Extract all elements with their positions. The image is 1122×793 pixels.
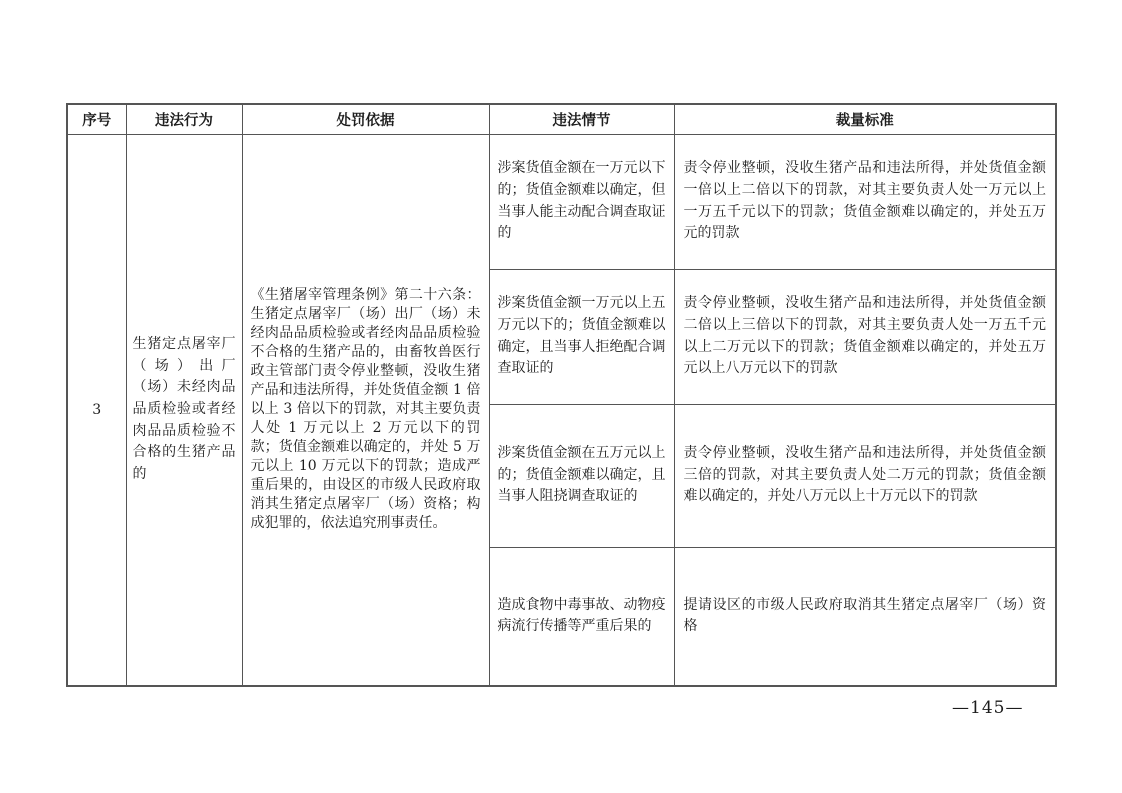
- cell-serial-number: 3: [67, 134, 126, 686]
- cell-illegal-behavior: 生猪定点屠宰厂（场）出厂（场）未经肉品品质检验或者经肉品品质检验不合格的生猪产品的: [126, 134, 242, 686]
- column-header-serial-number: 序号: [67, 104, 126, 134]
- cell-standard-4: 提请设区的市级人民政府取消其生猪定点屠宰厂（场）资格: [674, 547, 1056, 686]
- penalty-discretion-table: [66, 103, 1057, 687]
- cell-standard-1: 责令停业整顿，没收生猪产品和违法所得，并处货值金额一倍以上二倍以下的罚款，对其主要负责人处一万元以上一万五千元以下的罚款；货值金额难以确定的，并处五万元的罚款: [674, 134, 1056, 269]
- column-header-punishment-basis: 处罚依据: [242, 104, 489, 134]
- cell-circumstance-2: 涉案货值金额一万元以上五万元以下的；货值金额难以确定，且当事人拒绝配合调查取证的: [489, 269, 674, 404]
- page-number: —145—: [952, 698, 1024, 718]
- cell-standard-2: 责令停业整顿，没收生猪产品和违法所得，并处货值金额二倍以上三倍以下的罚款，对其主要负责人处一万五千元以上二万元以下的罚款；货值金额难以确定的，并处五万元以上八万元以下的罚款: [674, 269, 1056, 404]
- column-header-illegal-circumstance: 违法情节: [489, 104, 674, 134]
- cell-punishment-basis: 《生猪屠宰管理条例》第二十六条：生猪定点屠宰厂（场）出厂（场）未经肉品品质检验或者经肉品品质检验不合格的生猪产品的，由畜牧兽医行政主管部门责令停业整顿，没收生猪产品和违法所得，并处货值金额 1 倍以上 3 倍以下的罚款，对其主要负责人处 1 万元以上 2 万元以下的罚款；货值金额难以确定的，并处 5 万元以上 10 万元以下的罚款；造成严重后果的，由设区的市级人民政府取消其生猪定点屠宰厂（场）资格；构成犯罪的，依法追究刑事责任。: [242, 134, 489, 686]
- cell-circumstance-4: 造成食物中毒事故、动物疫病流行传播等严重后果的: [489, 547, 674, 686]
- column-header-illegal-behavior: 违法行为: [126, 104, 242, 134]
- cell-circumstance-3: 涉案货值金额在五万元以上的；货值金额难以确定，且当事人阻挠调查取证的: [489, 404, 674, 547]
- column-header-discretion-standard: 裁量标准: [674, 104, 1056, 134]
- cell-standard-3: 责令停业整顿，没收生猪产品和违法所得，并处货值金额三倍的罚款，对其主要负责人处二万元的罚款；货值金额难以确定的，并处八万元以上十万元以下的罚款: [674, 404, 1056, 547]
- cell-circumstance-1: 涉案货值金额在一万元以下的；货值金额难以确定，但当事人能主动配合调查取证的: [489, 134, 674, 269]
- table-header-row: [67, 104, 1056, 134]
- table-row: [67, 134, 1056, 269]
